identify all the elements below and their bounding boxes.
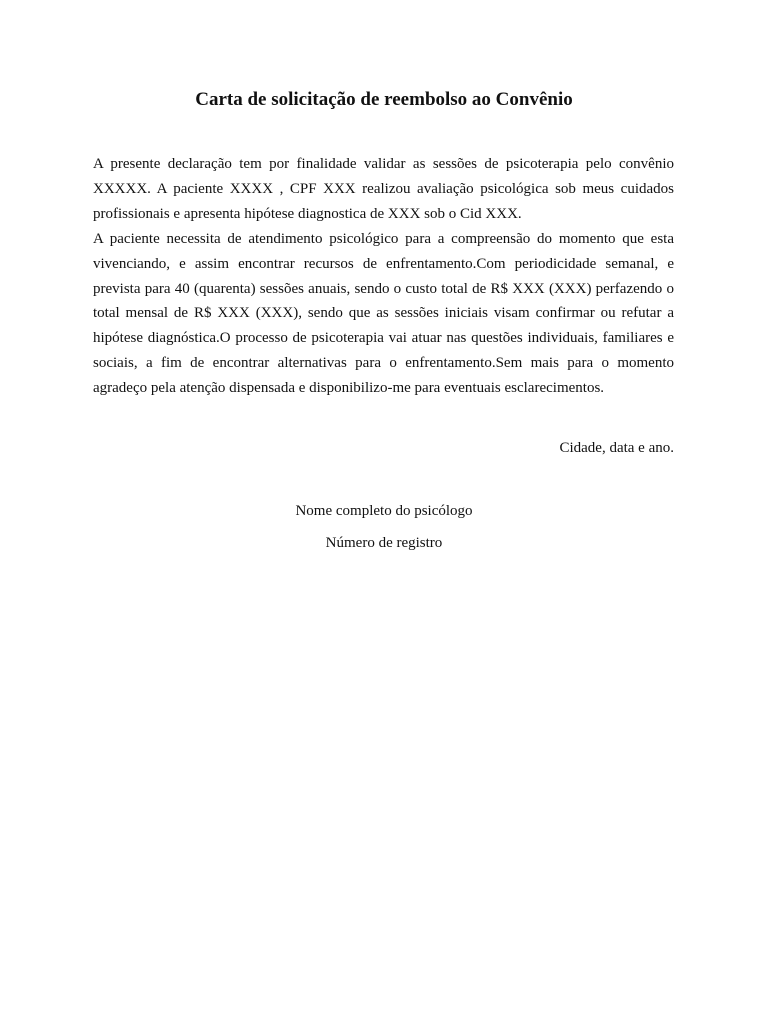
- letter-body: [93, 152, 674, 401]
- registration-number: Número de registro: [325, 535, 443, 551]
- paragraph-declaration: A presente declaração tem por finalidade validar as sessões de psicoterapia pelo convênio XXXXX. A paciente XXXX , CPF XXX realizou avaliação psicológica sob meus cuidados profissionais e apresenta hipótese diagnostica de XXX sob o Cid XXX.: [93, 156, 674, 222]
- signature-block: [0, 499, 768, 563]
- psychologist-name: Nome completo do psicólogo: [295, 503, 473, 519]
- document-title: Carta de solicitação de reembolso ao Convênio: [195, 89, 573, 110]
- place-date-line: Cidade, data e ano.: [559, 440, 674, 456]
- paragraph-treatment: A paciente necessita de atendimento psicológico para a compreensão do momento que esta vivenciando, e assim encontrar recursos de enfrentamento.Com periodicidade semanal, e prevista para 40 (quarenta) sessões anuais, sendo o custo total de R$ XXX (XXX) perfazendo o total mensal de R$ XXX (XXX), sendo que as sessões iniciais visam confirmar ou refutar a hipótese diagnóstica.O processo de psicoterapia vai atuar nas questões individuais, familiares e sociais, a fim de encontrar alternativas para o enfrentamento.Sem mais para o momento agradeço pela atenção dispensada e disponibilizo-me para eventuais esclarecimentos.: [93, 230, 674, 397]
